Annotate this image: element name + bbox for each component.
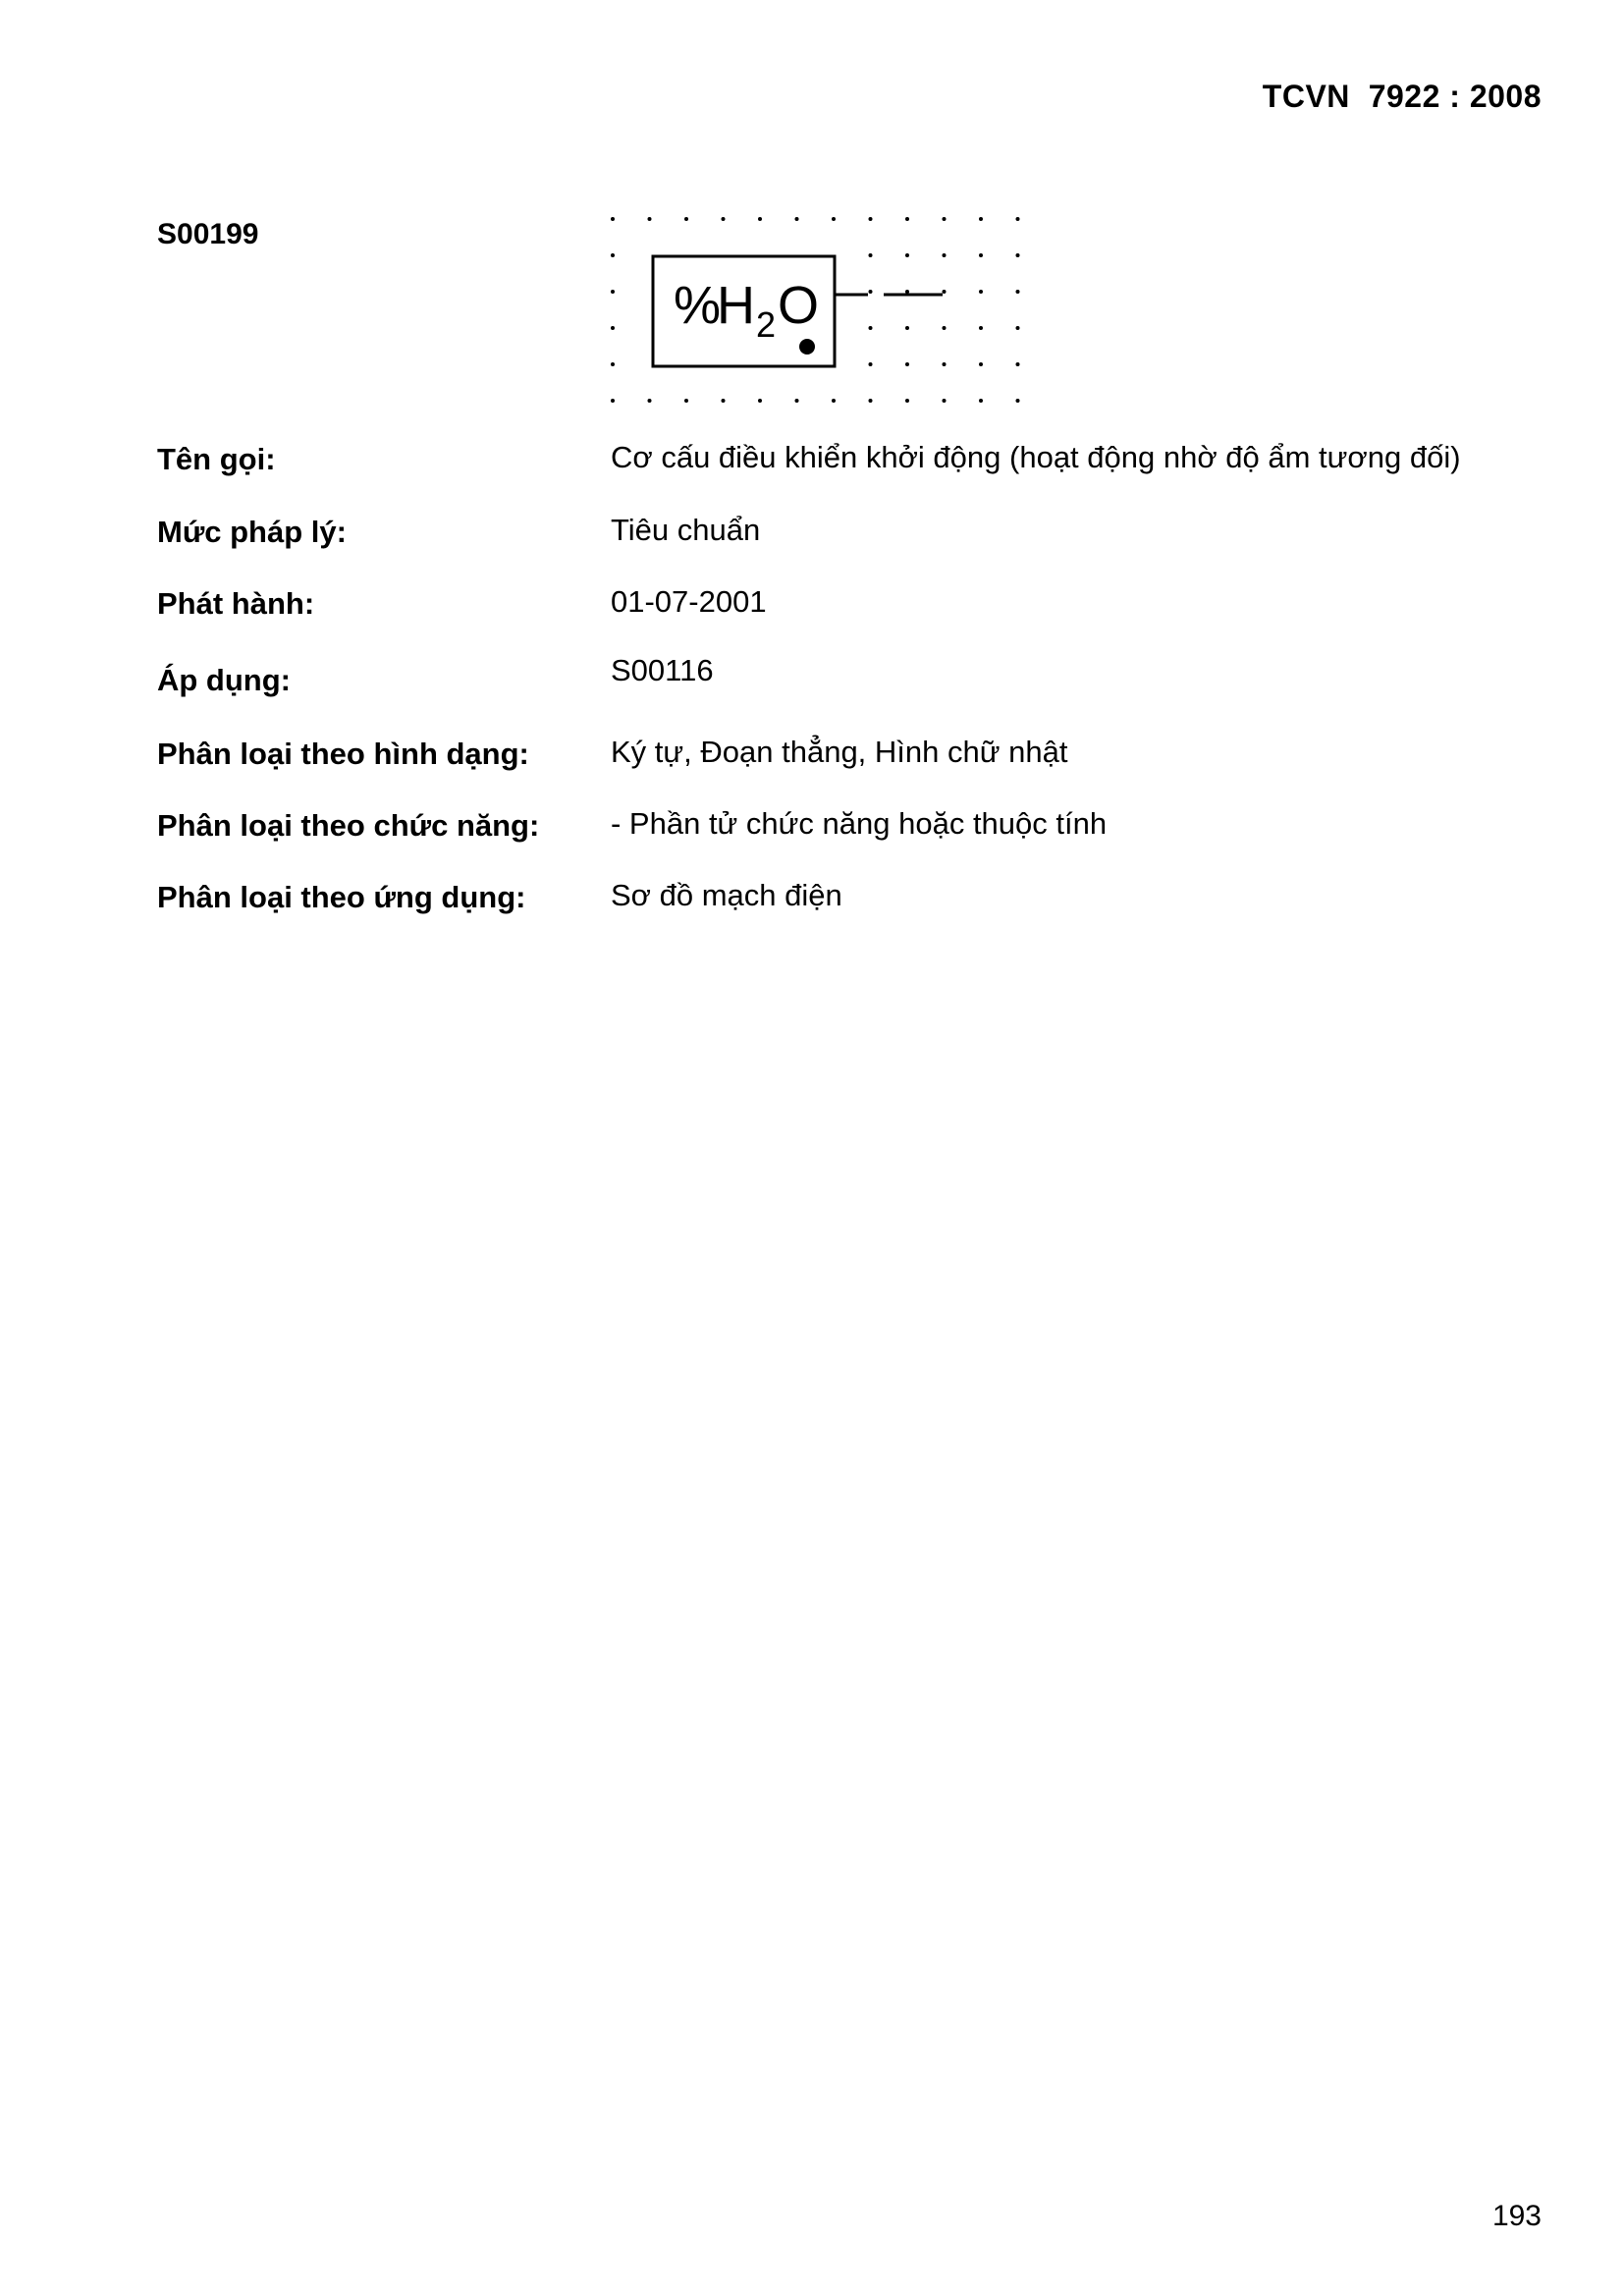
standard-header: TCVN 7922 : 2008 <box>1262 79 1542 114</box>
oxygen-glyph: O <box>778 276 820 335</box>
grid-dot <box>1016 362 1020 366</box>
grid-dot <box>722 217 726 221</box>
grid-dot <box>684 217 688 221</box>
field-value: Tiêu chuẩn <box>611 513 761 547</box>
field-row-legal-level <box>157 515 1532 564</box>
grid-dot <box>905 399 909 403</box>
grid-dot <box>869 290 873 294</box>
percent-glyph: % <box>674 276 722 335</box>
grid-dot <box>905 253 909 257</box>
grid-dot <box>1016 326 1020 330</box>
grid-dot <box>905 362 909 366</box>
grid-dot <box>943 290 947 294</box>
page-number: 193 <box>1491 2200 1542 2232</box>
field-row-issued <box>157 586 1532 635</box>
grid-dot <box>943 362 947 366</box>
grid-dot <box>869 362 873 366</box>
grid-dot <box>979 362 983 366</box>
grid-dot <box>979 290 983 294</box>
field-label: Phân loại theo hình dạng: <box>157 737 529 771</box>
grid-dot <box>869 253 873 257</box>
grid-dot <box>758 399 762 403</box>
grid-dot <box>758 217 762 221</box>
grid-dot <box>832 399 836 403</box>
grid-dot <box>611 217 615 221</box>
humidity-controller-symbol <box>599 201 1036 412</box>
field-value: S00116 <box>611 653 714 687</box>
field-row-name <box>157 442 1532 491</box>
grid-dot <box>943 399 947 403</box>
field-label: Áp dụng: <box>157 663 292 697</box>
field-label: Phân loại theo ứng dụng: <box>157 880 526 914</box>
subscript-glyph: 2 <box>756 304 777 345</box>
field-value: 01-07-2001 <box>611 584 767 619</box>
field-value: Ký tự, Đoạn thẳng, Hình chữ nhật <box>611 735 1068 769</box>
field-row-function-class <box>157 808 1532 857</box>
grid-dot <box>869 326 873 330</box>
field-row-application-class <box>157 880 1532 929</box>
grid-dot <box>611 399 615 403</box>
grid-dot <box>611 362 615 366</box>
grid-dot <box>684 399 688 403</box>
field-row-shape-class <box>157 737 1532 786</box>
field-row-applies <box>157 653 1532 712</box>
grid-dot <box>611 253 615 257</box>
field-value: - Phần tử chức năng hoặc thuộc tính <box>611 806 1108 841</box>
grid-dot <box>869 217 873 221</box>
grid-dot <box>943 326 947 330</box>
grid-dot <box>979 217 983 221</box>
grid-dot <box>943 253 947 257</box>
grid-dot <box>648 399 652 403</box>
grid-dot <box>979 326 983 330</box>
grid-dot <box>979 399 983 403</box>
grid-dot <box>1016 290 1020 294</box>
grid-dot <box>832 217 836 221</box>
grid-dot <box>611 290 615 294</box>
grid-dot <box>905 217 909 221</box>
grid-dot <box>722 399 726 403</box>
symbol-figure <box>599 201 1036 412</box>
field-value: Cơ cấu điều khiển khởi động (hoạt động nhờ độ ẩm tương đối) <box>611 440 1461 474</box>
grid-dot <box>943 217 947 221</box>
grid-dot <box>795 399 799 403</box>
indicator-dot <box>799 339 815 355</box>
grid-dot <box>648 217 652 221</box>
field-label: Tên gọi: <box>157 442 276 476</box>
grid-dot <box>795 217 799 221</box>
field-label: Mức pháp lý: <box>157 515 347 549</box>
grid-dot <box>1016 399 1020 403</box>
hydrogen-glyph: H <box>717 276 755 335</box>
field-value: Sơ đồ mạch điện <box>611 878 842 912</box>
grid-dot <box>1016 253 1020 257</box>
grid-dot <box>1016 217 1020 221</box>
grid-dot <box>611 326 615 330</box>
field-label: Phát hành: <box>157 586 315 621</box>
grid-dot <box>979 253 983 257</box>
symbol-code: S00199 <box>157 218 259 250</box>
grid-dot <box>905 326 909 330</box>
grid-dot <box>869 399 873 403</box>
grid-dot <box>905 290 909 294</box>
field-label: Phân loại theo chức năng: <box>157 808 540 843</box>
